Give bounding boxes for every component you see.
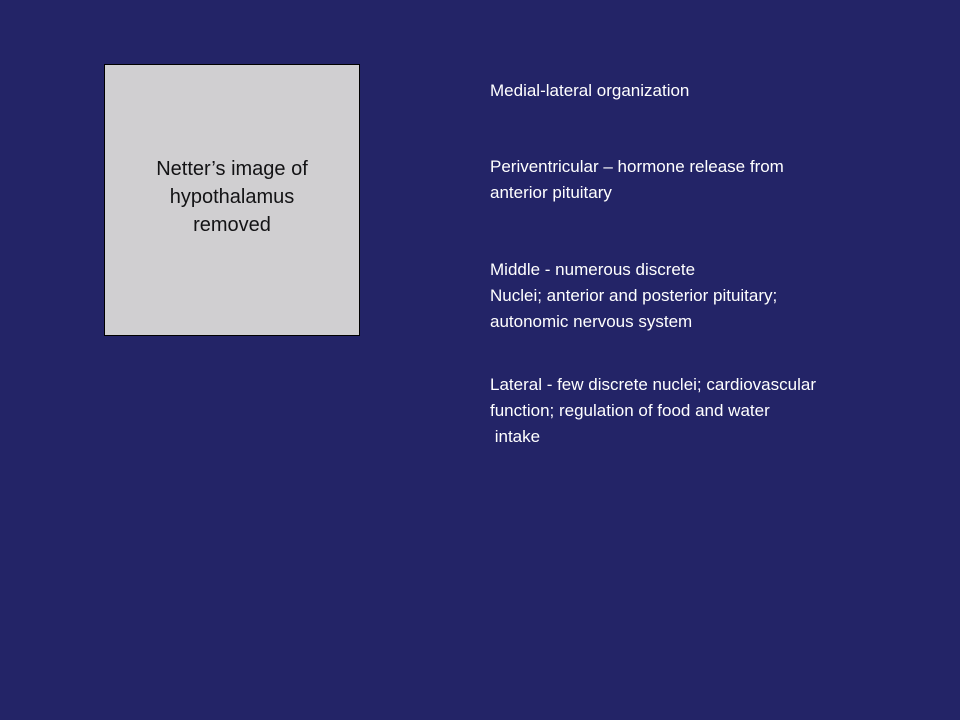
lateral-line-2: function; regulation of food and water bbox=[490, 401, 770, 420]
middle-line-2: Nuclei; anterior and posterior pituitary; bbox=[490, 286, 778, 305]
image-placeholder-text: Netter’s image of hypothalamus removed bbox=[156, 158, 308, 236]
lateral-line-1: Lateral - few discrete nuclei; cardiovascular bbox=[490, 375, 816, 394]
periventricular-line-1: Periventricular – hormone release from bbox=[490, 157, 784, 176]
lateral-text bbox=[490, 372, 816, 450]
periventricular-text bbox=[490, 154, 784, 206]
lateral-line-3: intake bbox=[490, 427, 541, 446]
middle-line-1: Middle - numerous discrete bbox=[490, 260, 696, 279]
image-placeholder bbox=[104, 64, 360, 336]
periventricular-line-2: anterior pituitary bbox=[490, 183, 612, 202]
middle-text bbox=[490, 257, 777, 335]
middle-line-3: autonomic nervous system bbox=[490, 312, 693, 331]
slide-heading: Medial-lateral organization bbox=[490, 81, 690, 100]
